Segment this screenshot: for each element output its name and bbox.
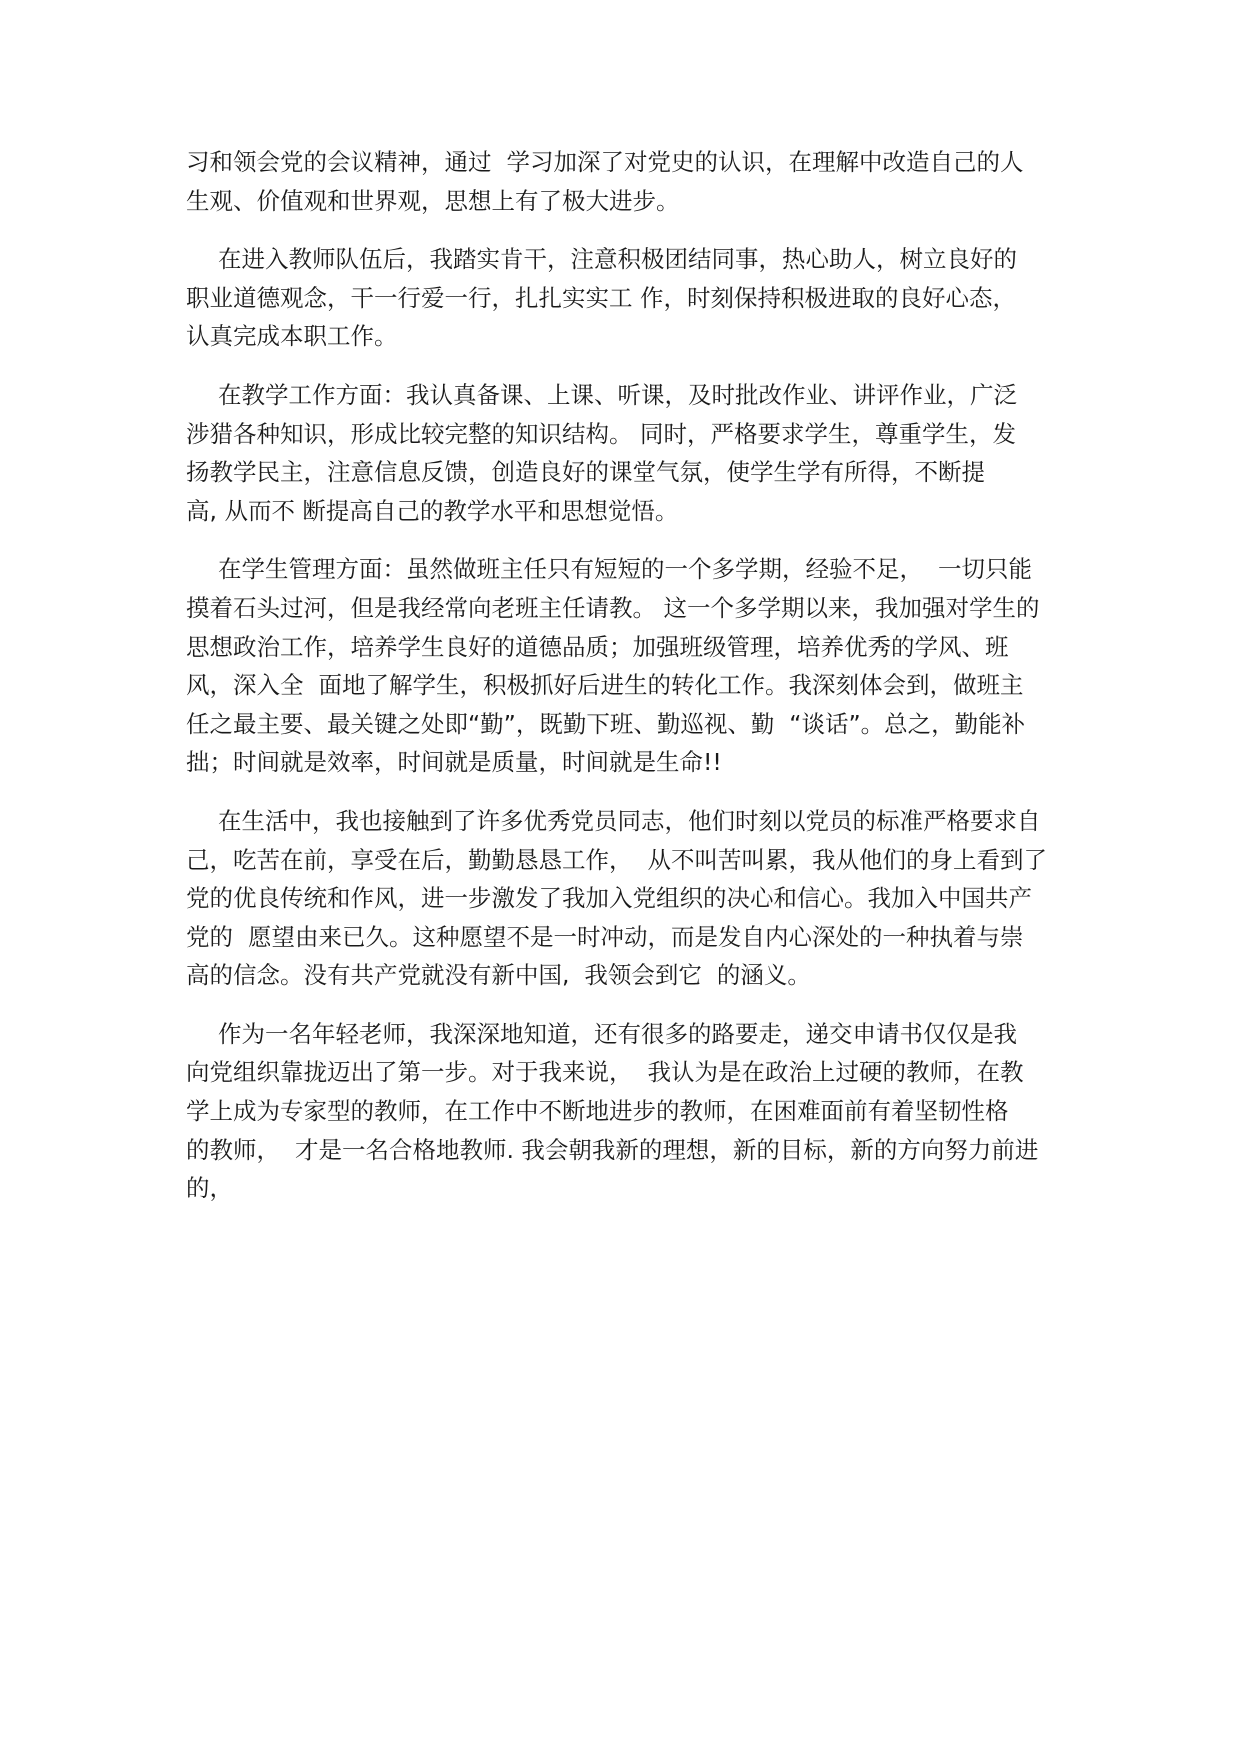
text-line: 高, 从而不 断提高自己的教学水平和思想觉悟。: [186, 496, 679, 525]
paragraph: [186, 376, 1066, 530]
text-line: 拙；时间就是效率，时间就是质量，时间就是生命!!: [186, 748, 722, 777]
paragraph: [186, 143, 1066, 220]
text-line: 职业道德观念，干一行爱一行，扎扎实实工 作，时刻保持积极进取的良好心态，: [186, 283, 1016, 312]
text-line: 作为一名年轻老师，我深深地知道，还有很多的路要走，递交申请书仅仅是我: [218, 1019, 1017, 1048]
text-line: 在生活中，我也接触到了许多优秀党员同志，他们时刻以党员的标准严格要求自: [218, 806, 1041, 835]
text-line: 在学生管理方面：虽然做班主任只有短短的一个多学期，经验不足， 一切只能: [218, 555, 1032, 584]
text-line: 风，深入全 面地了解学生，积极抓好后进生的转化工作。我深刻体会到，做班主: [186, 671, 1024, 700]
text-line: 的教师， 才是一名合格地教师. 我会朝我新的理想，新的目标，新的方向努力前进: [186, 1135, 1039, 1164]
text-line: 认真完成本职工作。: [186, 322, 398, 351]
text-line: 党的优良传统和作风，进一步激发了我加入党组织的决心和信心。我加入中国共产: [186, 884, 1032, 913]
text-line: 生观、价值观和世界观，思想上有了极大进步。: [186, 186, 680, 215]
text-line: 任之最主要、最关键之处即“勤”，既勤下班、勤巡视、勤 “谈话”。总之，勤能补: [186, 709, 1026, 738]
text-line: 在进入教师队伍后，我踏实肯干，注意积极团结同事，热心助人，树立良好的: [218, 245, 1017, 274]
text-line: 思想政治工作，培养学生良好的道德品质；加强班级管理，培养优秀的学风、班: [186, 632, 1009, 661]
text-line: 习和领会党的会议精神，通过 学习加深了对党史的认识，在理解中改造自己的人: [186, 148, 1024, 176]
text-line: 扬教学民主，注意信息反馈，创造良好的课堂气氛，使学生学有所得，不断提: [186, 458, 985, 487]
text-line: 向党组织靠拢迈出了第一步。对于我来说， 我认为是在政治上过硬的教师，在教: [186, 1058, 1024, 1087]
text-line: 在教学工作方面：我认真备课、上课、听课，及时批改作业、讲评作业，广泛: [218, 380, 1017, 409]
text-line: 己，吃苦在前，享受在后，勤勤恳恳工作， 从不叫苦叫累，我从他们的身上看到了: [186, 845, 1047, 874]
text-line: 高的信念。没有共产党就没有新中国, 我领会到它 的涵义。: [186, 961, 811, 990]
text-line: 涉猎各种知识，形成比较完整的知识结构。 同时，严格要求学生，尊重学生，发: [186, 419, 1016, 448]
paragraph: [186, 802, 1066, 995]
paragraph: [186, 240, 1066, 356]
paragraph: [186, 550, 1066, 782]
text-line: 的，: [186, 1174, 233, 1203]
text-line: 学上成为专家型的教师，在工作中不断地进步的教师，在困难面前有着坚韧性格: [186, 1097, 1009, 1126]
text-line: 摸着石头过河，但是我经常向老班主任请教。 这一个多学期以来，我加强对学生的: [186, 593, 1040, 622]
text-line: 党的 愿望由来已久。这种愿望不是一时冲动，而是发自内心深处的一种执着与崇: [186, 922, 1024, 951]
paragraph: [186, 1015, 1066, 1208]
document-body: [186, 143, 1066, 1228]
